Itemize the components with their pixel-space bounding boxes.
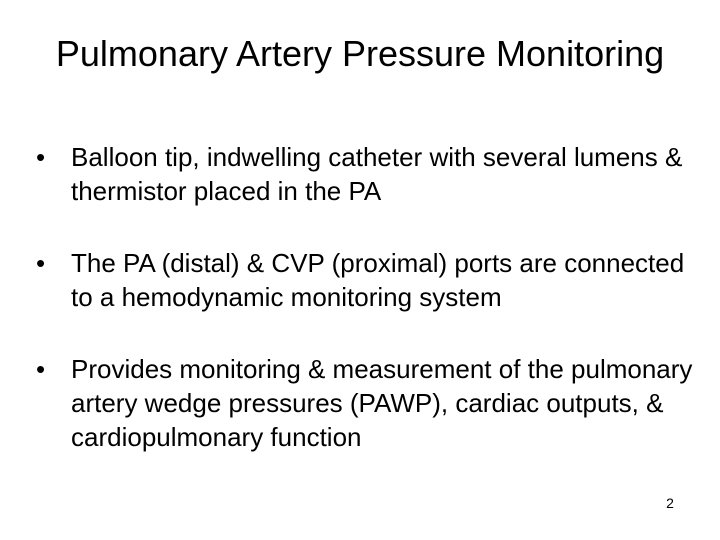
bullet-item xyxy=(36,352,706,454)
bullet-dot-icon: • xyxy=(36,248,46,278)
bullet-dot-icon: • xyxy=(36,142,46,172)
bullet-dot-icon: • xyxy=(36,354,46,384)
bullet-text: Balloon tip, indwelling catheter with several lumens & thermistor placed in the PA xyxy=(71,142,683,206)
slide-title: Pulmonary Artery Pressure Monitoring xyxy=(55,33,665,74)
bullet-item xyxy=(36,246,706,314)
bullet-list xyxy=(36,140,706,454)
bullet-text: Provides monitoring & measurement of the pulmonary artery wedge pressures (PAWP), cardiac outputs, & cardiopulmonary function xyxy=(71,354,693,452)
bullet-item xyxy=(36,140,706,208)
page-number: 2 xyxy=(666,495,674,511)
bullet-text: The PA (distal) & CVP (proximal) ports are connected to a hemodynamic monitoring system xyxy=(71,248,685,312)
